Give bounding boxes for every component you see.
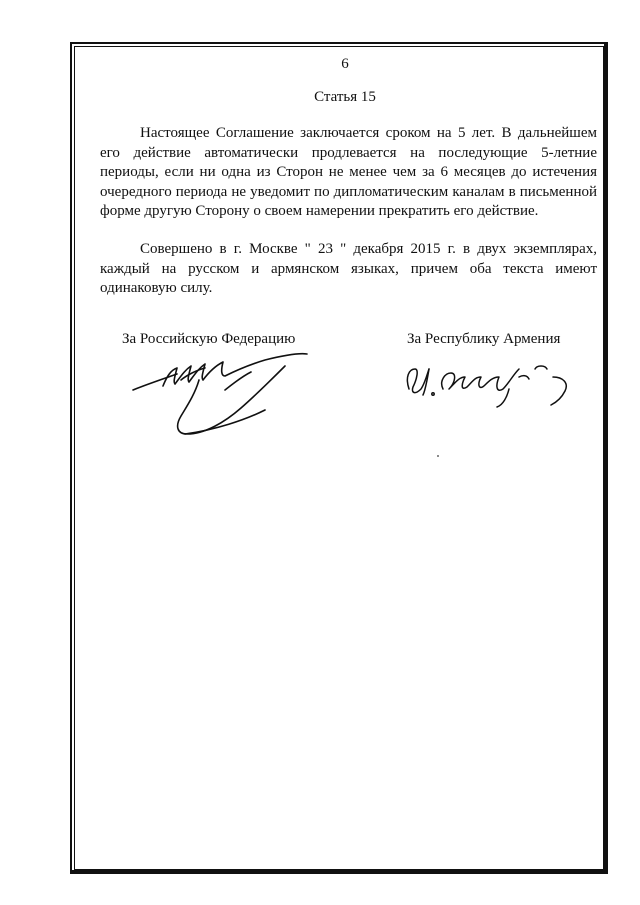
paragraph-done-at: Совершено в г. Москве " 23 " декабря 2015 г. в двух экземплярах, каждый на русском и армянском языках, причем оба текста имеют одинаковую силу.: [100, 241, 597, 296]
signature-russia: [125, 350, 315, 440]
signatory-armenia: За Республику Армения: [407, 331, 561, 347]
article-heading: Статья 15: [314, 89, 376, 105]
page-number: 6: [341, 56, 349, 72]
scan-speck: [437, 455, 439, 457]
signatory-russia: За Российскую Федерацию: [122, 331, 296, 347]
paragraph-term: Настоящее Соглашение заключается сроком на 5 лет. В дальнейшем его действие автоматически продлевается на последующие 5-летние периоды, если ни одна из Сторон не менее чем за 6 месяцев до истечения очередного периода не уведомит по дипломатическим каналам в письменной форме другую Сторону о своем намерении прекратить его действие.: [100, 125, 597, 219]
signature-armenia: [395, 355, 595, 415]
